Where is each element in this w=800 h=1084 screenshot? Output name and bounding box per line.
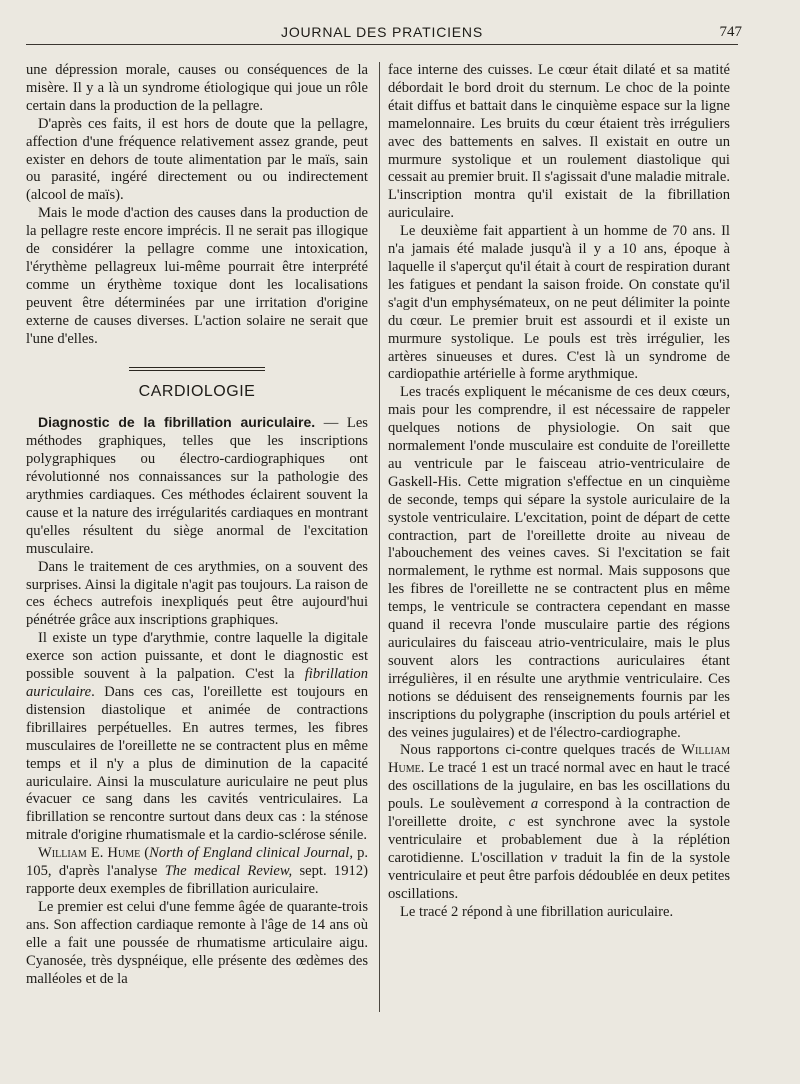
section-heading — [26, 367, 368, 401]
section-title: CARDIOLOGIE — [138, 382, 256, 400]
paragraph: face interne des cuisses. Le cœur était dilaté et sa matité débordait le bord droit du sternum. Le choc de la pointe était diffus et battait dans le cinquième espace sur la ligne mamelonnaire. Les bruits du cœur étaient très irréguliers avec des battements en salves. Il existait en outre un murmure systolique et un roulement diastolique qui cessait au premier bruit. Il s'agissait d'une maladie mitrale. L'inscription montra qu'il existait de la fibrillation auriculaire. — [388, 62, 730, 222]
page-number: 747 — [719, 24, 742, 40]
paragraph: une dépression morale, causes ou conséquences de la misère. Il y a là un syndrome étiologique qui joue un rôle certain dans la production de la pellagre. — [26, 62, 368, 114]
left-column — [26, 62, 368, 988]
paragraph: Le premier est celui d'une femme âgée de quarante-trois ans. Son affection cardiaque remonte à l'âge de 14 ans où elle a fait une poussée de rhumatisme articulaire aigu. Cyanosée, très dyspnéique, elle présente des œdèmes des malléoles et de la — [26, 898, 368, 987]
journal-citation: North of England clinical Journal, — [149, 845, 354, 862]
italic-term: fibrillation auriculaire — [26, 666, 368, 700]
paragraph: Mais le mode d'action des causes dans la production de la pellagre reste encore imprécis. Il ne serait pas illogique de considérer la pellagre comme une intoxication, l'érythème pellagreux lui-même pourrait être interprété comme un érythème toxique dont les localisations peuvent être déterminées par une irritation d'origine externe de causes diverses. L'action solaire ne serait que l'une d'elles. — [26, 205, 368, 347]
author-name: William E. Hume — [38, 845, 141, 862]
paragraph: Les tracés expliquent le mécanisme de ces deux cœurs, mais pour les comprendre, il est nécessaire de rappeler quelques notions de physiologie. On sait que normalement l'onde musculaire est conduite de l'oreillette au ventricule par le faisceau atrio-ventriculaire de Gaskell-His. Cette migration s'effectue en un cinquième de seconde, temps qui sépare la systole auriculaire de la systole ventriculaire. L'excitation, point de départ de cette contraction, part de l'oreillette droite au niveau de l'abouchement des veines caves. Si l'excitation se fait normalement, le rythme est normal. Mais supposons que les fibres de l'oreillette ne se contractent plus en même temps, le ventricule se contractera cependant en masse quand il recevra l'onde musculaire partie des régions auriculaires du faisceau atrio-ventriculaire, mais le plus souvent alors les contractions auriculaires étant irrégulières, il en résulte une arythmie ventriculaire. Ces notions se déduisent des renseignements fournis par les inscriptions du polygraphe (inscription du pouls artériel et des veines jugulaires) et de l'électro-cardiographe. — [388, 384, 730, 741]
paragraph: Diagnostic de la fibrillation auriculaire. — Les méthodes graphiques, telles que les inscriptions polygraphiques ou électro-cardiographiques ont révolutionné nos connaissances sur la pathologie des arythmies cardiaques. Ces méthodes éclairent souvent la cause et la nature des irrégularités cardiaques en montrant qu'elles résultent du siège anormal de l'excitation musculaire. — [26, 414, 368, 557]
paragraph: Le tracé 2 répond à une fibrillation auriculaire. — [400, 903, 674, 920]
right-column — [388, 62, 730, 922]
paragraph: William E. Hume (North of England clinical Journal, p. 105, d'après l'analyse The medical Review, sept. 1912) rapporte deux exemples de fibrillation auriculaire. — [26, 845, 369, 897]
paragraph: Le deuxième fait appartient à un homme de 70 ans. Il n'a jamais été malade jusqu'à il y a 10 ans, époque à laquelle il s'aperçut qu'il était à court de respiration durant les fatigues et pendant la saison froide. On constate qu'il s'agit d'un emphysémateux, on ne peut délimiter la pointe du cœur. Le premier bruit est assourdi et il existe un murmure systolique. Le pouls est très irrégulier, les artères sinueuses et dures. C'est là un syndrome de cardiopathie artérielle à forme arythmique. — [388, 223, 730, 383]
paragraph: Dans le traitement de ces arythmies, on a souvent des surprises. Ainsi la digitale n'agit pas toujours. La raison de ces échecs autrefois inexpliqués peut être aujourd'hui pénétrée grâce aux inscriptions graphiques. — [26, 558, 368, 629]
column-divider — [379, 62, 380, 1012]
paragraph: D'après ces faits, il est hors de doute que la pellagre, affection d'une fréquence relativement assez grande, peut exister en dehors de toute alimentation par le maïs, sain ou parasité, ingéré directement ou ou indirectement (alcool de maïs). — [26, 115, 368, 204]
review-citation: The medical Review, — [164, 863, 293, 880]
article-title: Diagnostic de la fibrillation auriculaire. — [38, 414, 316, 431]
page-header — [26, 22, 742, 45]
section-divider — [129, 367, 265, 371]
paragraph: Il existe un type d'arythmie, contre laquelle la digitale exerce son action puissante, et dont le diagnostic est possible souvent à la palpation. C'est la fibrillation auriculaire. Dans ces cas, l'oreillette est toujours en distension diastolique et animée de contractions fibrillaires perpétuelles. En autres termes, les fibres musculaires de l'oreillette ne se contractent plus en même temps et il n'y a plus de diminution de la capacité auriculaire. Ainsi la musculature auriculaire ne peut plus évacuer ce sang dans les cavités ventriculaires. La fibrillation se rencontre surtout dans deux cas : la sténose mitrale d'origine rhumatismale et la cardio-sclérose sénile. — [26, 630, 368, 844]
journal-title: JOURNAL DES PRATICIENS — [281, 24, 483, 40]
author-name: William Hume — [388, 742, 730, 777]
paragraph: Nous rapportons ci-contre quelques tracés de William Hume. Le tracé 1 est un tracé normal avec en haut le tracé des oscillations de la jugulaire, en bas les oscillations du pouls. Le soulèvement a correspond à la contraction de l'oreillette droite, c est synchrone avec la systole ventriculaire et probablement due à la réplétion carotidienne. L'oscillation v traduit la fin de la systole ventriculaire et peut être parfois dédoublée en deux petites oscillations. — [388, 742, 730, 902]
